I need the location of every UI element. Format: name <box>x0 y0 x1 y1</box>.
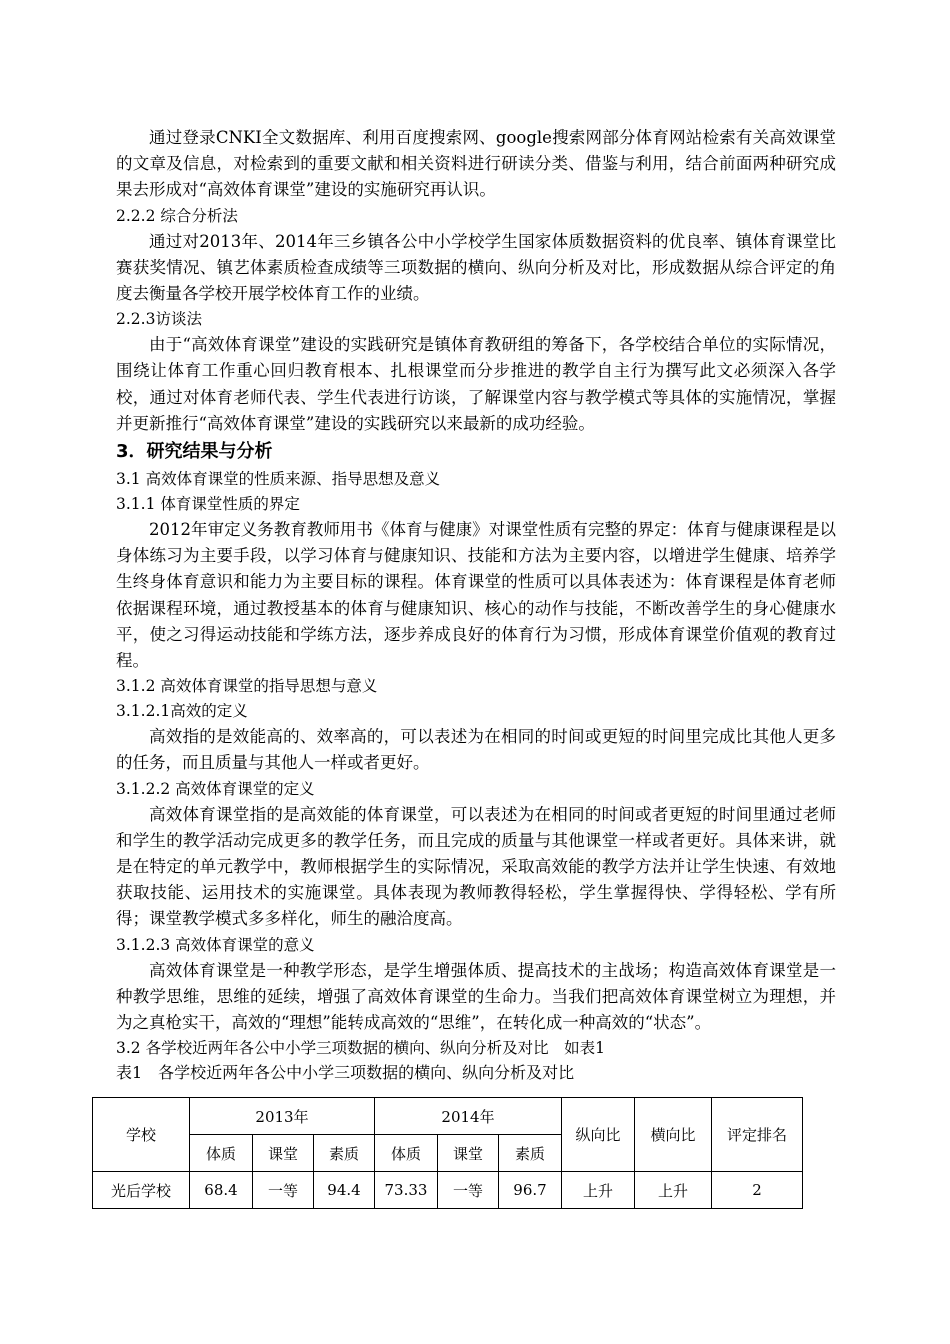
paragraph-class-definition: 高效体育课堂指的是高效能的体育课堂，可以表述为在相同的时间或者更短的时间里通过老师和学生的教学活动完成更多的教学任务，而且完成的质量与其他课堂一样或者更好。具体来讲，就是在特定的单元教学中，教师根据学生的实际情况，采取高效能的教学方法并让学生快速、有效地获取技能、运用技术的实施课堂。具体表现为教师教得轻松，学生掌握得快、学得轻松、学有所得；课堂教学模式多多样化，师生的融洽度高。 <box>116 804 836 929</box>
paragraph-efficiency-definition: 高效指的是效能高的、效率高的，可以表述为在相同的时间或更短的时间里完成比其他人更多的任务，而且质量与其他人一样或者更好。 <box>116 727 836 773</box>
cell-vertical: 上升 <box>562 1172 635 1209</box>
cell-school: 光后学校 <box>93 1172 190 1209</box>
header-school: 学校 <box>93 1098 190 1172</box>
cell-tizhi-2013: 68.4 <box>190 1172 253 1209</box>
subheader-ketang-2013: 课堂 <box>253 1135 314 1172</box>
heading-3-1-2-2: 3.1.2.2 高效体育课堂的定义 <box>116 779 315 798</box>
paragraph-analysis: 通过对2013年、2014年三乡镇各公中小学校学生国家体质数据资料的优良率、镇体育课堂比赛获奖情况、镇艺体素质检查成绩等三项数据的横向、纵向分析及对比，形成数据从综合评定的角度去衡量各学校开展学校体育工作的业绩。 <box>116 231 836 304</box>
subheader-ketang-2014: 课堂 <box>438 1135 499 1172</box>
table-caption: 表1 各学校近两年各公中小学三项数据的横向、纵向分析及对比 <box>116 1063 575 1083</box>
paragraph-nature: 2012年审定义务教育教师用书《体育与健康》对课堂性质有完整的界定：体育与健康课程是以身体练习为主要手段，以学习体育与健康知识、技能和方法为主要内容，以增进学生健康、培养学生终身体育意识和能力为主要目标的课程。体育课堂的性质可以具体表述为：体育课程是体育老师依据课程环境，通过教授基本的体育与健康知识、核心的动作与技能，不断改善学生的身心健康水平，使之习得运动技能和学练方法，逐步养成良好的体育行为习惯，形成体育课堂价值观的教育过程。 <box>116 520 836 671</box>
heading-3-1-1: 3.1.1 体育课堂性质的界定 <box>116 495 300 514</box>
cell-ketang-2013: 一等 <box>253 1172 314 1209</box>
table-header-row <box>93 1098 803 1135</box>
header-horizontal: 横向比 <box>635 1098 712 1172</box>
paragraph-literature: 通过登录CNKI全文数据库、利用百度搜索网、google搜索网部分体育网站检索有关高效课堂的文章及信息，对检索到的重要文献和相关资料进行研读分类、借鉴与利用，结合前面两种研究成果去形成对“高效体育课堂”建设的实施研究再认识。 <box>116 128 836 200</box>
header-2014: 2014年 <box>375 1098 562 1135</box>
subheader-tizhi-2014: 体质 <box>375 1135 438 1172</box>
cell-tizhi-2014: 73.33 <box>375 1172 438 1209</box>
subheader-suzhi-2013: 素质 <box>314 1135 375 1172</box>
heading-3-1-2-1: 3.1.2.1高效的定义 <box>116 702 248 721</box>
heading-3-1-2-3: 3.1.2.3 高效体育课堂的意义 <box>116 935 315 954</box>
subheader-suzhi-2014: 素质 <box>499 1135 562 1172</box>
paragraph-significance: 高效体育课堂是一种教学形态，是学生增强体质、提高技术的主战场；构造高效体育课堂是一种教学思维，思维的延续，增强了高效体育课堂的生命力。当我们把高效体育课堂树立为理想，并为之真枪实干，高效的“理想”能转成高效的“思维”，在转化成一种高效的“状态”。 <box>116 960 836 1033</box>
heading-3-2: 3.2 各学校近两年各公中小学三项数据的横向、纵向分析及对比 如表1 <box>116 1039 605 1058</box>
data-table <box>92 1097 803 1209</box>
heading-3: 3．研究结果与分析 <box>116 441 273 463</box>
document-body <box>116 125 836 1085</box>
cell-ketang-2014: 一等 <box>438 1172 499 1209</box>
heading-2-2-2: 2.2.2 综合分析法 <box>116 206 238 225</box>
heading-3-1-2: 3.1.2 高效体育课堂的指导思想与意义 <box>116 677 378 696</box>
header-2013: 2013年 <box>190 1098 375 1135</box>
cell-rank: 2 <box>712 1172 803 1209</box>
cell-suzhi-2013: 94.4 <box>314 1172 375 1209</box>
heading-3-1: 3.1 高效体育课堂的性质来源、指导思想及意义 <box>116 470 441 489</box>
subheader-tizhi-2013: 体质 <box>190 1135 253 1172</box>
table-row <box>93 1172 803 1209</box>
header-vertical: 纵向比 <box>562 1098 635 1172</box>
paragraph-interview: 由于“高效体育课堂”建设的实践研究是镇体育教研组的筹备下，各学校结合单位的实际情况，围绕让体育工作重心回归教育根本、扎根课堂而分步推进的教学自主行为撰写此文必须深入各学校，通过对体育老师代表、学生代表进行访谈，了解课堂内容与教学模式等具体的实施情况，掌握并更新推行“高效体育课堂”建设的实践研究以来最新的成功经验。 <box>116 335 836 433</box>
header-rank: 评定排名 <box>712 1098 803 1172</box>
cell-horizontal: 上升 <box>635 1172 712 1209</box>
heading-2-2-3: 2.2.3访谈法 <box>116 310 202 329</box>
cell-suzhi-2014: 96.7 <box>499 1172 562 1209</box>
